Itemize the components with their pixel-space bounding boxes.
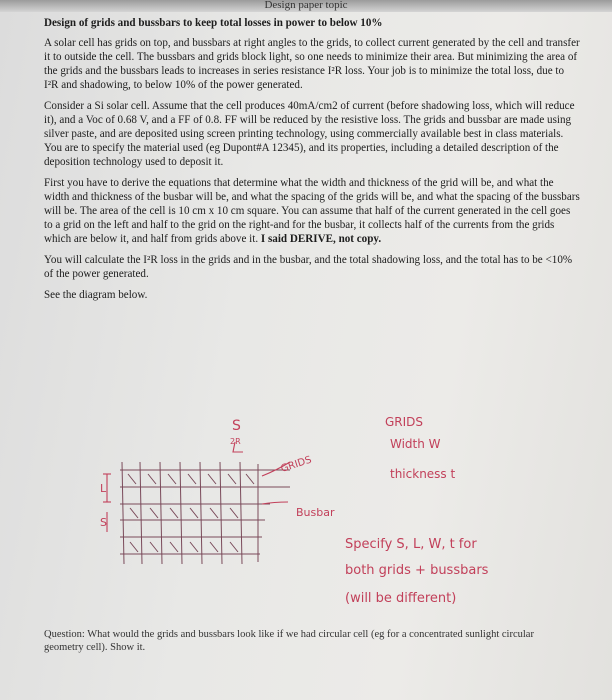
question-circular-cell: Question: What would the grids and bussbars look like if we had circular cell (eg for a concentrated sunlight circular geometry cell). Show it. bbox=[44, 629, 534, 653]
grids-arrow-label: GRIDS bbox=[279, 454, 314, 475]
specify-line-3: (will be different) bbox=[345, 591, 457, 606]
bussbar-line bbox=[122, 462, 124, 564]
derive-emphasis: I said DERIVE, not copy. bbox=[260, 233, 382, 245]
grid-hatching bbox=[128, 474, 254, 484]
paragraph-see-diagram: See the diagram below. bbox=[44, 289, 148, 301]
document-title: Design of grids and bussbars to keep total losses in power to below 10% bbox=[44, 17, 383, 29]
cropped-header-text: Design paper topic bbox=[264, 0, 348, 11]
specify-line-2: both grids + bussbars bbox=[345, 563, 489, 578]
paragraph-intro: A solar cell has grids on top, and bussbars at right angles to the grids, to collect current generated by the cell and transfer it to outside the cell. The bussbars and grids block light, so one needs to minimize their area. But minimizing the area of the grids and the bussbars leads to increases in series resistance I²R loss. Your job is to minimize the total loss, due to I²R and shadowing, to below 10% of the power generated. bbox=[44, 37, 580, 91]
grid-sketch bbox=[120, 462, 290, 564]
bussbar-line bbox=[140, 462, 142, 564]
handwritten-labels bbox=[100, 415, 489, 606]
busbar-label: Busbar bbox=[296, 506, 335, 519]
width-label: Width W bbox=[390, 437, 441, 451]
s-left-label: S bbox=[100, 516, 107, 529]
bussbar-line bbox=[240, 462, 242, 564]
grid-hatching bbox=[130, 508, 238, 518]
busbar-arrow bbox=[262, 502, 288, 504]
bussbar-line bbox=[180, 462, 182, 564]
thickness-label: thickness t bbox=[390, 467, 456, 481]
bussbar-line bbox=[200, 462, 202, 564]
paragraph-calculation: You will calculate the I²R loss in the grids and in the busbar, and the total shadowing loss, and the total has to be <10% of the power generated. bbox=[44, 254, 573, 280]
paragraph-derivation-text: First you have to derive the equations that determine what the width and thickness of the grid will be, and what the width and thickness of the busbar will be, and what the spacing of the grids will be, and what the spacing of the bussbars will be. The area of the cell is 10 cm x 10 cm square. You can assume that half of the current generated in the cell goes to a grid on the left and half to the grid on the right-and for the busbar, it collects half of the currents from the grids which are below it, and half from grids above it. bbox=[44, 177, 580, 245]
s-top-label: S bbox=[232, 418, 241, 434]
paragraph-cell-specs: Consider a Si solar cell. Assume that the cell produces 40mA/cm2 of current (before shadowing loss, which will reduce it), and a Voc of 0.68 V, and a FF of 0.8. FF will be reduced by the resistive loss. The grids and bussbar are made using silver paste, and are deposited using screen printing technology, using commercially available best in class materials. You are to specify the material used (eg Dupont#A 12345), and its properties, including a detailed description of the deposition technology used to deposit it. bbox=[44, 100, 575, 168]
l-left-label: L bbox=[100, 482, 107, 495]
document-body bbox=[44, 16, 580, 309]
bussbar-line bbox=[160, 462, 162, 564]
grids-heading-label: GRIDS bbox=[385, 415, 424, 429]
s-top-sub-label: 2R bbox=[230, 437, 241, 446]
bussbar-line bbox=[220, 462, 222, 564]
handdrawn-diagram bbox=[0, 392, 612, 632]
specify-line-1: Specify S, L, W, t for bbox=[345, 537, 477, 552]
cropped-header bbox=[0, 0, 612, 12]
paragraph-derivation bbox=[44, 176, 580, 246]
